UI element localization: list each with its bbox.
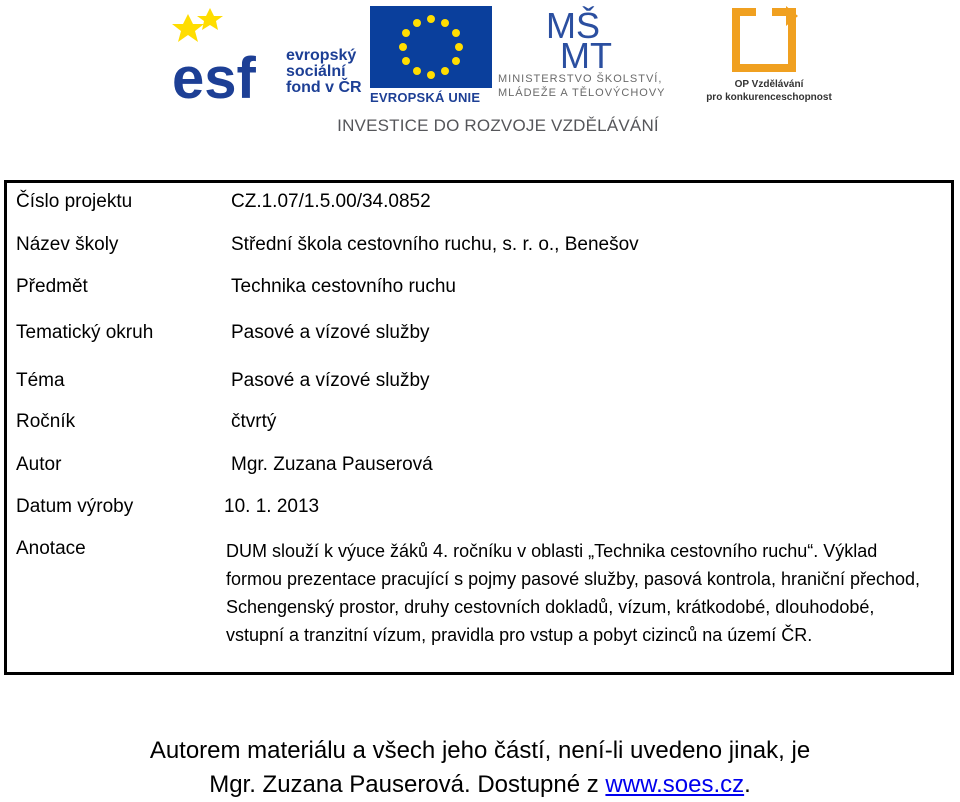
esf-caption (286, 48, 362, 96)
esf-caption-line: fond v ČR (286, 79, 362, 96)
investice-heading: INVESTICE DO ROZVOJE VZDĚLÁVÁNÍ (337, 116, 659, 135)
project-info-table (4, 180, 954, 675)
label-autor: Autor (16, 454, 62, 475)
footer-line-1: Autorem materiálu a všech jeho částí, není-li uvedeno jinak, je (149, 737, 811, 764)
label-nazev-skoly: Název školy (16, 234, 119, 255)
value-predmet: Technika cestovního ruchu (231, 276, 456, 297)
esf-caption-line: evropský (286, 47, 357, 64)
value-anotace: DUM slouží k výuce žáků 4. ročníku v oblasti „Technika cestovního ruchu“. Výklad formou prezentace pracující s pojmy pasové služby, pasová kontrola, hraniční přechod, Schengenský prostor, druhy cestovních dokladů, vízum, krátkodobé, dlouhodobé, vstupní a tranzitní vízum, pravidla pro vstup a pobyt cizinců na území ČR. (226, 541, 921, 645)
label-datum-vyroby: Datum výroby (16, 496, 134, 517)
msmt-logo-icon (498, 4, 698, 70)
esf-caption-line: sociální (286, 63, 346, 80)
svg-text:MT: MT (560, 35, 612, 70)
label-tematicky-okruh: Tematický okruh (16, 322, 154, 343)
value-rocnik: čtvrtý (231, 411, 277, 432)
esf-logo (168, 6, 364, 104)
value-tema: Pasové a vízové služby (231, 370, 430, 391)
op-caption-line: pro konkurenceschopnost (706, 92, 832, 103)
eu-logo (370, 6, 492, 104)
op-logo-icon (706, 4, 832, 76)
label-cislo-projektu: Číslo projektu (16, 191, 133, 212)
label-anotace: Anotace (16, 538, 86, 559)
value-autor: Mgr. Zuzana Pauserová (231, 454, 433, 475)
footer-line-2-prefix: Mgr. Zuzana Pauserová. Dostupné z (209, 771, 606, 798)
op-caption-line: OP Vzdělávání (734, 79, 804, 90)
eu-flag-icon (370, 6, 492, 88)
logo-banner (0, 0, 960, 150)
footer-line-2 (0, 768, 960, 802)
footer-line-2-suffix: . (744, 771, 751, 798)
msmt-caption-line: MLÁDEŽE A TĚLOVÝCHOVY (498, 87, 666, 99)
svg-text:esf: esf (172, 46, 256, 104)
op-caption (706, 78, 832, 104)
msmt-caption (498, 72, 666, 100)
value-datum-vyroby: 10. 1. 2013 (224, 496, 320, 517)
msmt-caption-line: MINISTERSTVO ŠKOLSTVÍ, (498, 73, 663, 85)
msmt-logo (498, 4, 698, 104)
label-tema: Téma (16, 370, 65, 391)
op-logo (706, 4, 846, 104)
soes-link[interactable]: www.soes.cz (605, 771, 745, 798)
esf-logo-icon (168, 6, 288, 104)
label-predmet: Předmět (16, 276, 88, 297)
value-tematicky-okruh: Pasové a vízové služby (231, 322, 430, 343)
svg-text:MŠ: MŠ (546, 5, 600, 46)
value-nazev-skoly: Střední škola cestovního ruchu, s. r. o., Benešov (231, 234, 639, 255)
eu-caption: EVROPSKÁ UNIE (370, 90, 481, 105)
label-rocnik: Ročník (16, 411, 76, 432)
value-cislo-projektu: CZ.1.07/1.5.00/34.0852 (231, 191, 431, 212)
author-footer (0, 734, 960, 802)
